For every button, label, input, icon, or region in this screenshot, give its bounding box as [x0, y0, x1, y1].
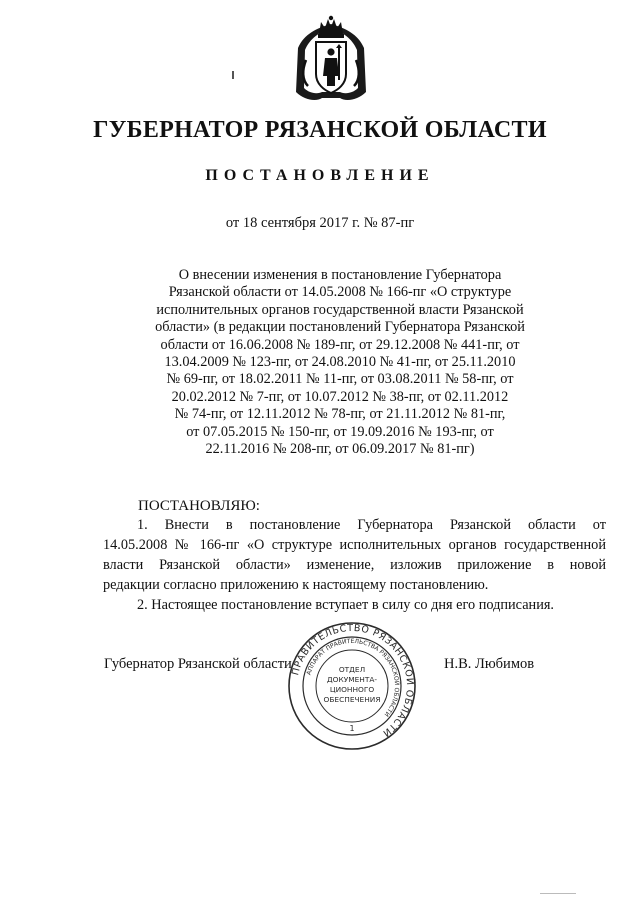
scan-artifact-line — [540, 893, 576, 894]
subject-line: области» (в редакции постановлений Губернатора Рязанской — [155, 319, 525, 336]
document-date-number: от 18 сентября 2017 г. № 87-пг — [225, 215, 415, 231]
signatory-title: Губернатор Рязанской области — [104, 656, 292, 672]
official-stamp — [286, 620, 418, 752]
subject-line: области от 16.06.2008 № 189-пг, от 29.12.2008 № 441-пг, от — [160, 336, 520, 353]
decree-body — [103, 515, 606, 615]
subject-line: О внесении изменения в постановление Губернатора — [178, 267, 502, 283]
subject-line: Рязанской области от 14.05.2008 № 166-пг «О структуре — [168, 284, 512, 301]
stamp-center-line: ОТДЕЛ — [338, 665, 366, 674]
body-line: 1. Внести в постановление Губернатора Рязанской области от — [137, 517, 606, 533]
document-type: ПОСТАНОВЛЕНИЕ — [205, 167, 435, 184]
subject-line: от 07.05.2015 № 150-пг, от 19.09.2016 № 193-пг, от — [186, 423, 494, 440]
stamp-number: 1 — [349, 724, 355, 733]
stamp-center-line: ДОКУМЕНТА- — [326, 675, 378, 684]
subject-line: 22.11.2016 № 208-пг, от 06.09.2017 № 81-пг) — [205, 441, 475, 458]
subject-line: 13.04.2009 № 123-пг, от 24.08.2010 № 41-пг, от 25.11.2010 — [164, 354, 516, 371]
issuer-title: ГУБЕРНАТОР РЯЗАНСКОЙ ОБЛАСТИ — [93, 117, 547, 143]
stamp-center-line: ЦИОННОГО — [329, 685, 375, 694]
stamp-inner-text: АППАРАТ ПРАВИТЕЛЬСТВА РЯЗАНСКОЙ ОБЛАСТИ — [305, 637, 401, 718]
subject-line: № 69-пг, от 18.02.2011 № 11-пг, от 03.08.2011 № 58-пг, от — [166, 371, 514, 388]
subject-line: исполнительных органов государственной власти Рязанской — [156, 301, 524, 318]
stamp-center-line: ОБЕСПЕЧЕНИЯ — [323, 695, 381, 704]
decree-word: ПОСТАНОВЛЯЮ: — [138, 498, 260, 514]
subject-line: № 74-пг, от 12.11.2012 № 78-пг, от 21.11.2012 № 81-пг, — [174, 406, 506, 423]
stamp-outer-text: ПРАВИТЕЛЬСТВО РЯЗАНСКОЙ ОБЛАСТИ — [290, 622, 416, 739]
subject-line: 20.02.2012 № 7-пг, от 10.07.2012 № 38-пг, от 02.11.2012 — [171, 388, 509, 405]
body-line: 2. Настоящее постановление вступает в силу со дня его подписания. — [137, 597, 554, 613]
scan-tick-mark — [232, 71, 234, 79]
body-line: редакции согласно приложению к настоящему постановлению. — [103, 577, 489, 593]
coat-of-arms-icon — [292, 14, 370, 106]
body-line: власти Рязанской области» изменение, изложив приложение в новой — [103, 557, 606, 573]
signatory-name: Н.В. Любимов — [444, 656, 535, 672]
document-subject — [140, 267, 540, 458]
body-line: 14.05.2008 № 166-пг «О структуре исполнительных органов государственной — [103, 537, 606, 553]
